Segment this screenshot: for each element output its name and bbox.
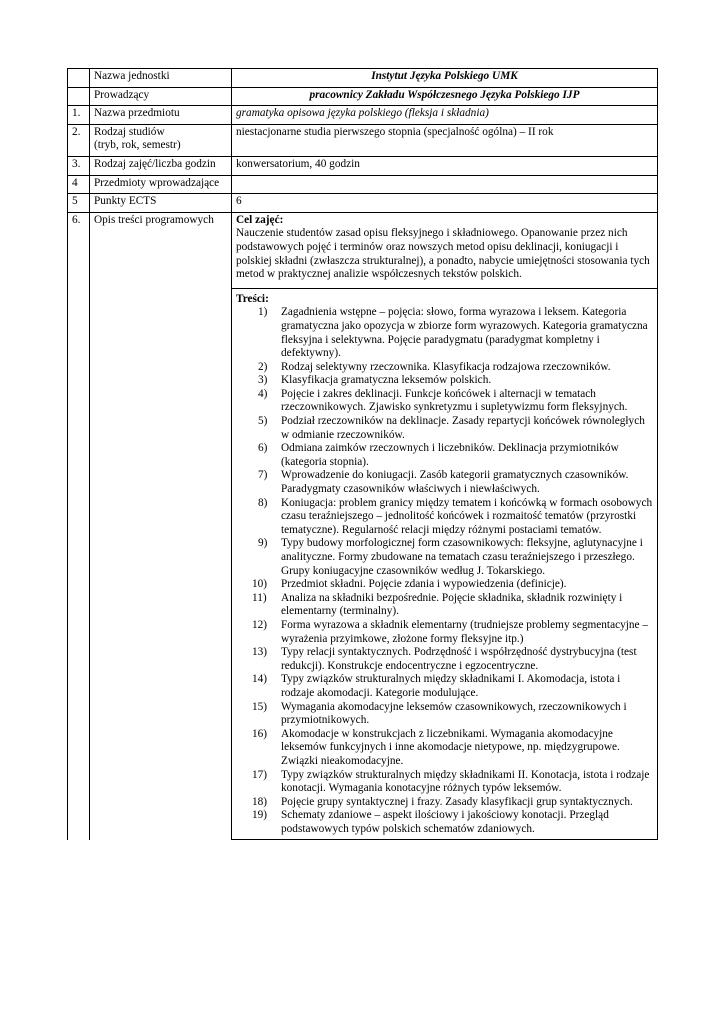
table-row [68,124,658,156]
list-item-number: 19) [252,809,268,822]
row-label: Przedmioty wprowadzające [90,175,232,194]
list-item-text: Typy związków strukturalnych między składnikami II. Konotacja, istota i rodzaje konotacji. Wymagania konotacyjne różnych typów leksemów. [281,768,650,795]
row-label-line2: (tryb, rok, semestr) [94,139,181,152]
list-item-text: Wymagania akomodacyjne leksemów czasownikowych, rzeczownikowych i przymiotnikowych. [281,700,627,727]
unit-name: Instytut Języka Polskiego UMK [232,69,658,88]
list-item-number: 10) [252,578,268,591]
list-item-text: Analiza na składniki bezpośrednie. Pojęcie składnika, składnik rozwinięty i elementarny (terminalny). [281,591,623,618]
list-item [236,592,653,619]
instructors: pracownicy Zakładu Współczesnego Języka Polskiego IJP [232,87,658,106]
table-row [68,156,658,175]
row-number: 4 [68,175,90,194]
list-item-text: Typy związków strukturalnych między składnikami I. Akomodacja, istota i rodzaje akomodacji. Kategorie modulujące. [281,673,621,699]
list-item [236,388,653,415]
list-item-text: Rodzaj selektywny rzeczownika. Klasyfikacja rodzajowa rzeczowników. [281,360,611,373]
row-label: Punkty ECTS [90,194,232,213]
list-item-number: 1) [258,306,268,319]
list-item-text: Odmiana zaimków rzeczownych i liczebników. Deklinacja przymiotników (kategoria stopnia). [281,442,619,468]
row-label-line1: Rodzaj studiów [94,125,165,138]
topic-list [236,306,653,836]
row-label: Nazwa przedmiotu [90,106,232,125]
list-item [236,619,653,646]
goal-heading: Cel zajęć: [236,213,284,226]
list-item-number: 3) [258,374,268,387]
course-name: gramatyka opisowa języka polskiego (fleksja i składnia) [232,106,658,125]
row-number [68,87,90,106]
row-number [68,69,90,88]
class-type: konwersatorium, 40 godzin [232,156,658,175]
list-item-text: Przedmiot składni. Pojęcie zdania i wypowiedzenia (definicje). [281,578,567,591]
list-item [236,673,653,700]
row-label: Rodzaj zajęć/liczba godzin [90,156,232,175]
list-item-number: 16) [252,727,268,740]
list-item-number: 4) [258,387,268,400]
list-item-text: Koniugacja: problem granicy między tematem i końcówką w formach osobowych czasu teraźniejszego – jednolitość końcówek i rozmaitość tematów (przyrostki tematyczne). Regularność relacji między różnymi postaciami tematów. [281,496,653,536]
syllabus-table [67,68,658,840]
list-item-number: 7) [258,469,268,482]
table-row [68,106,658,125]
list-item [236,728,653,769]
list-item-text: Podział rzeczowników na deklinacje. Zasady repartycji końcówek równoległych w odmianie rzeczowników. [281,415,645,441]
list-item-text: Pojęcie grupy syntaktycznej i frazy. Zasady klasyfikacji grup syntaktycznych. [281,795,633,808]
list-item-text: Schematy zdaniowe – aspekt ilościowy i jakościowy konotacji. Przegląd podstawowych typów polskich schematów zdaniowych. [281,809,609,835]
list-item [236,578,653,592]
goal-text: Nauczenie studentów zasad opisu fleksyjnego i składniowego. Opanowanie przez nich podstawowych pojęć i terminów oraz nowszych metod opisu deklinacji, koniugacji i polskiej składni (zwłaszcza strukturalnej), a ponadto, nabycie umiejętności stosowania tych metod w praktycznej analizie współczesnych tekstów polskich. [236,227,650,281]
list-item [236,769,653,796]
row-number: 3. [68,156,90,175]
list-item [236,361,653,375]
list-item-text: Zagadnienia wstępne – pojęcia: słowo, forma wyrazowa i leksem. Kategoria gramatyczna jako opozycja w zbiorze form wyrazowych. Kategoria gramatyczna fleksyjna i selektywna. Pojęcie paradygmatu (paradygmat kompletny i defektywny). [281,306,648,360]
list-item-text: Forma wyrazowa a składnik elementarny (trudniejsze problemy segmentacyjne – wyrażenia przyimkowe, złożone formy fleksyjne itp.) [281,618,649,645]
table-row [68,69,658,88]
list-item [236,306,653,360]
list-item-text: Pojęcie i zakres deklinacji. Funkcje końcówek i alternacji w tematach rzeczownikowych. Zjawisko synkretyzmu i supletywizmu form fleksyjnych. [281,387,628,414]
list-item-number: 8) [258,496,268,509]
list-item [236,497,653,538]
study-type: niestacjonarne studia pierwszego stopnia (specjalność ogólna) – II rok [232,124,658,156]
list-item-text: Akomodacje w konstrukcjach z liczebnikami. Wymagania akomodacyjne leksemów funkcyjnych i inne akomodacje nietypowe, np. międzygrupowe. Związki nieakomodacyjne. [281,727,620,767]
row-number: 6. [68,212,90,840]
row-label [90,124,232,156]
list-item-number: 18) [252,795,268,808]
list-item [236,809,653,836]
table-row [68,194,658,213]
list-item-number: 12) [252,618,268,631]
list-item [236,374,653,388]
list-item-number: 11) [252,591,267,604]
content-heading: Treści: [236,292,269,305]
list-item-number: 14) [252,673,268,686]
list-item [236,796,653,810]
row-number: 2. [68,124,90,156]
list-item-text: Klasyfikacja gramatyczna leksemów polskich. [281,374,492,387]
list-item [236,469,653,496]
row-label: Prowadzący [90,87,232,106]
table-row [68,175,658,194]
list-item [236,415,653,442]
list-item [236,646,653,673]
list-item [236,537,653,578]
list-item-number: 6) [258,442,268,455]
course-goal [232,212,658,288]
table-row [68,212,658,288]
course-content [232,288,658,840]
row-number: 5 [68,194,90,213]
list-item-text: Typy budowy morfologicznej form czasownikowych: fleksyjne, aglutynacyjne i analityczne. Formy zbudowane na tematach czasu teraźniejszego i przeszłego. Grupy koniugacyjne czasowników według J. Tokarskiego. [281,537,643,577]
list-item-number: 2) [258,360,268,373]
ects-points: 6 [232,194,658,213]
list-item-number: 9) [258,537,268,550]
list-item-number: 5) [258,415,268,428]
list-item-text: Typy relacji syntaktycznych. Podrzędność i współrzędność dystrybucyjna (test redukcji). Konstrukcje endocentryczne i egzocentryczne. [281,646,637,672]
row-label: Opis treści programowych [90,212,232,840]
list-item [236,701,653,728]
list-item [236,442,653,469]
list-item-number: 13) [252,646,268,659]
table-row [68,87,658,106]
list-item-number: 15) [252,700,268,713]
row-number: 1. [68,106,90,125]
list-item-number: 17) [252,768,268,781]
row-label: Nazwa jednostki [90,69,232,88]
prerequisites [232,175,658,194]
list-item-text: Wprowadzenie do koniugacji. Zasób kategorii gramatycznych czasowników. Paradygmaty czasowników właściwych i niewłaściwych. [281,469,629,496]
